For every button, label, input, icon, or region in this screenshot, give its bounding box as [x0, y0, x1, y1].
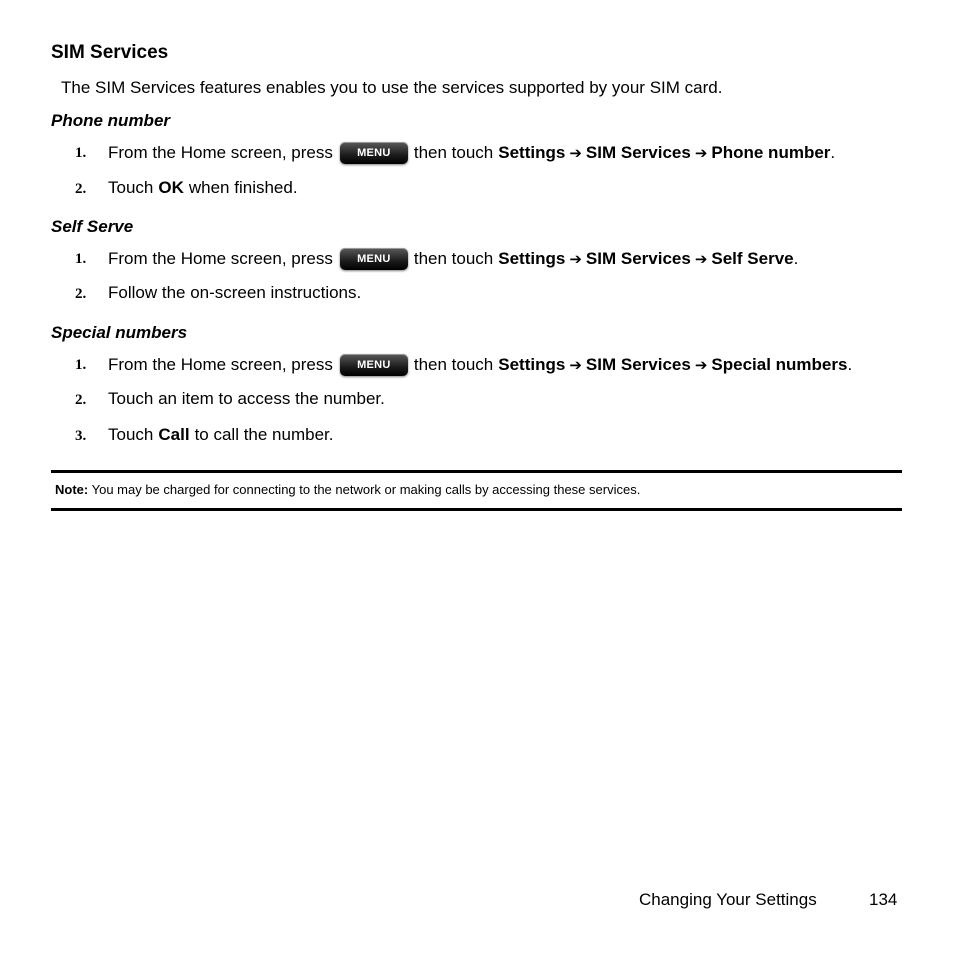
step-text: From the Home screen, press	[108, 249, 333, 268]
footer-chapter-title: Changing Your Settings	[639, 890, 817, 909]
note-label: Note:	[55, 482, 89, 497]
arrow-icon: ➔	[569, 144, 582, 162]
note-text: You may be charged for connecting to the network or making calls by accessing these services.	[91, 482, 641, 497]
page-title: SIM Services	[51, 42, 169, 63]
menu-key-icon: MENU	[340, 142, 408, 164]
step-text: Touch	[108, 425, 154, 444]
step-text: Touch an item to access the number.	[108, 389, 385, 408]
path-item: Settings	[498, 249, 566, 268]
page-number: 134	[869, 890, 898, 909]
step-phone-number-2	[0, 177, 954, 203]
menu-key-icon: MENU	[340, 248, 408, 270]
intro-paragraph: The SIM Services features enables you to use the services supported by your SIM card.	[61, 78, 723, 97]
step-special-numbers-2	[0, 388, 954, 414]
step-text: when finished.	[188, 178, 298, 197]
step-self-serve-2	[0, 282, 954, 308]
step-number: 1.	[75, 145, 87, 161]
path-item: Phone number	[711, 143, 831, 162]
step-special-numbers-3	[0, 424, 954, 450]
step-end: .	[847, 355, 853, 374]
path-item: SIM Services	[585, 249, 691, 268]
step-end: .	[830, 143, 836, 162]
section-heading-phone-number: Phone number	[51, 111, 171, 130]
ok-label: OK	[158, 178, 184, 197]
note-bottom-rule	[51, 508, 902, 511]
path-item: Settings	[498, 355, 566, 374]
step-end: .	[793, 249, 799, 268]
section-heading-self-serve: Self Serve	[51, 217, 134, 236]
step-number: 2.	[75, 181, 87, 197]
step-text: then touch	[413, 143, 494, 162]
step-special-numbers-1	[0, 353, 954, 379]
path-item: Settings	[498, 143, 566, 162]
path-item: SIM Services	[585, 355, 691, 374]
arrow-icon: ➔	[569, 250, 582, 268]
step-number: 3.	[75, 428, 87, 444]
note	[55, 482, 640, 497]
step-number: 2.	[75, 392, 87, 408]
step-text: then touch	[413, 249, 494, 268]
step-text: Follow the on-screen instructions.	[108, 283, 362, 302]
step-text: then touch	[413, 355, 494, 374]
step-text: From the Home screen, press	[108, 143, 333, 162]
call-label: Call	[158, 425, 190, 444]
step-self-serve-1	[0, 247, 954, 273]
arrow-icon: ➔	[694, 144, 708, 162]
menu-key-icon: MENU	[340, 354, 408, 376]
step-text: to call the number.	[194, 425, 334, 444]
step-text: Touch	[108, 178, 154, 197]
arrow-icon: ➔	[694, 356, 708, 374]
path-item: Special numbers	[711, 355, 848, 374]
step-number: 2.	[75, 286, 87, 302]
arrow-icon: ➔	[694, 250, 708, 268]
step-number: 1.	[75, 357, 87, 373]
path-item: Self Serve	[711, 249, 794, 268]
arrow-icon: ➔	[569, 356, 582, 374]
step-text: From the Home screen, press	[108, 355, 333, 374]
step-number: 1.	[75, 251, 87, 267]
note-top-rule	[51, 470, 902, 473]
path-item: SIM Services	[585, 143, 691, 162]
step-phone-number-1	[0, 141, 954, 167]
section-heading-special-numbers: Special numbers	[51, 323, 188, 342]
